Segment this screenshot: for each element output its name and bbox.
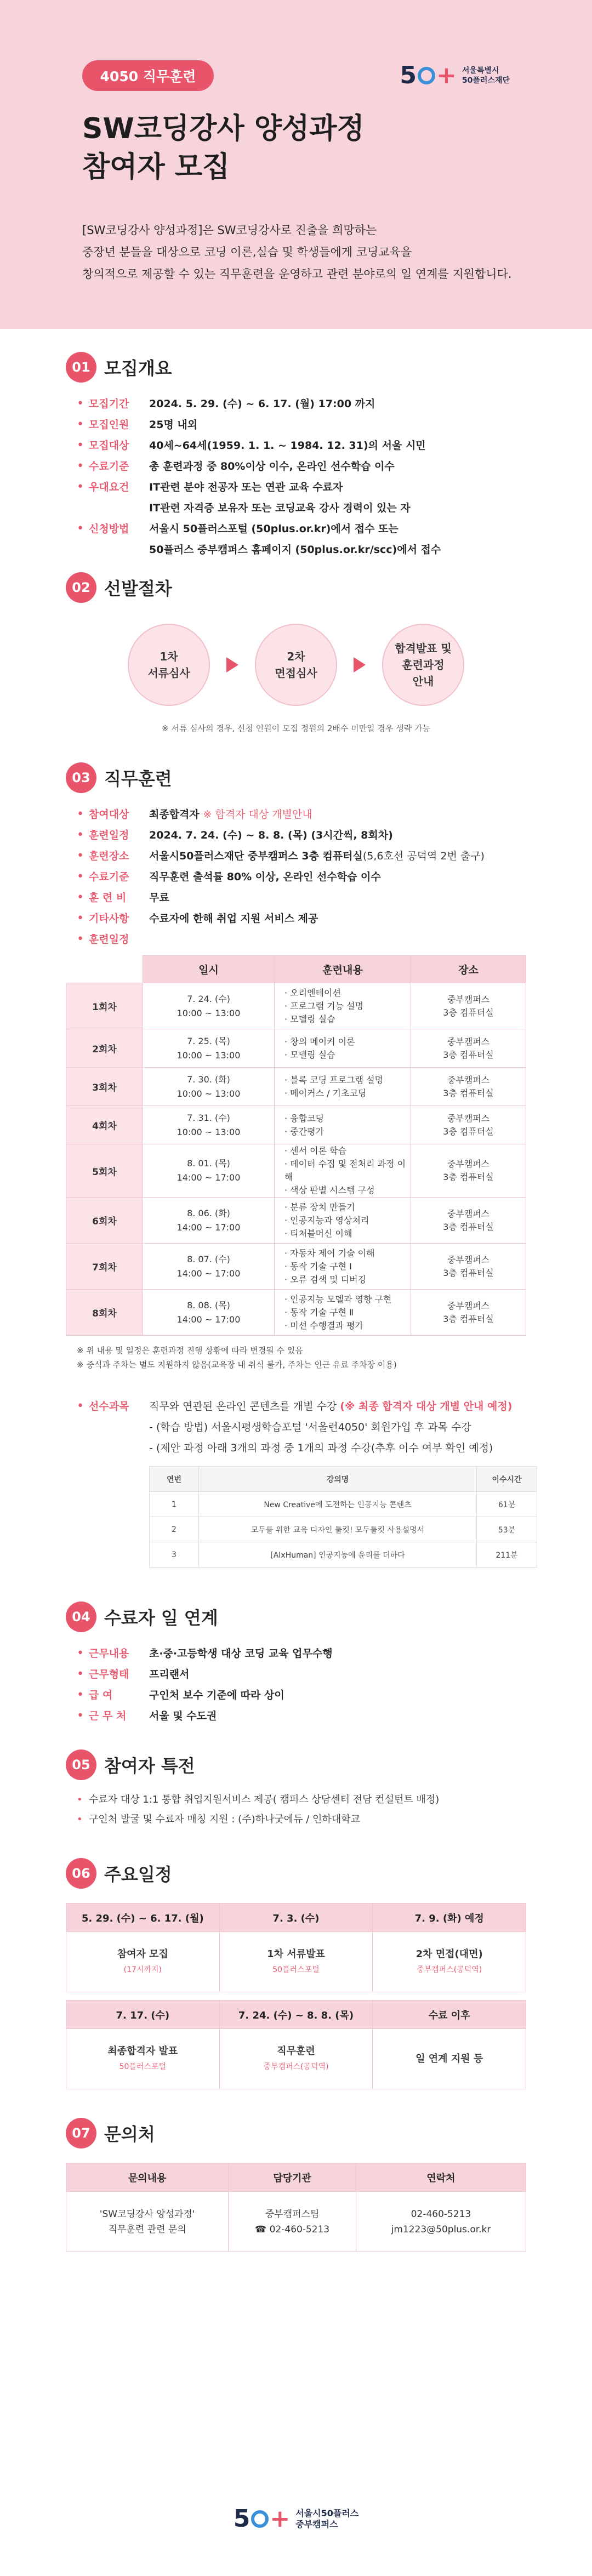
info-row	[77, 498, 526, 518]
section-selection-process	[0, 571, 592, 734]
table-row	[66, 1144, 526, 1198]
schedule-event: 참여자 모집 (17시까지)	[66, 1932, 220, 1992]
hero-description: [SW코딩강사 양성과정]은 SW코딩강사로 진출을 희망하는 중장년 분들을 대상으로 코딩 이론,실습 및 학생들에게 코딩교육을 창의적으로 제공할 수 있는 직무훈련을 운영하고 관련 분야로의 일 연계를 지원합니다.	[82, 224, 512, 281]
step-interview: 2차 면접심사	[255, 624, 337, 706]
section-title: 직무훈련	[104, 768, 172, 789]
info-label: 근무형태	[89, 1668, 129, 1680]
info-row	[77, 887, 526, 908]
fifty-plus-logo-icon: 5 +	[233, 2505, 291, 2533]
info-row	[77, 414, 526, 435]
bullet-icon: •	[77, 1688, 84, 1702]
section-number: 01	[66, 352, 96, 383]
session-date: 7. 24. (수) 10:00 ~ 13:00	[143, 983, 275, 1029]
info-value: 2024. 5. 29. (수) ~ 6. 17. (월) 17:00 까지	[149, 398, 375, 410]
bullet-icon: •	[77, 1794, 83, 1805]
info-label: 기타사항	[89, 913, 129, 925]
bullet-icon: •	[77, 438, 84, 452]
info-value: 수료자에 한해 취업 지원 서비스 제공	[149, 913, 318, 925]
table-row: 3 [AIxHuman] 인공지능에 윤리를 더하다 211분	[150, 1542, 537, 1568]
section-number: 04	[66, 1602, 96, 1632]
info-value: 프리랜서	[149, 1668, 190, 1680]
schedule-date: 수료 이후	[373, 2001, 526, 2029]
info-label	[89, 498, 149, 518]
section-title: 선발절차	[104, 578, 172, 599]
info-value: 구인처 보수 기준에 따라 상이	[149, 1689, 284, 1701]
session-place: 중부캠퍼스 3층 컴퓨터실	[411, 1068, 526, 1106]
schedule-notes: ※ 위 내용 및 일정은 훈련과정 진행 상황에 따라 변경될 수 있음 ※ 중식과 주차는 별도 지원하지 않음(교육장 내 취식 불가, 주차는 인근 유료 주차장 이용)	[77, 1346, 397, 1370]
info-value: 무료	[149, 892, 169, 904]
session-place: 중부캠퍼스 3층 컴퓨터실	[411, 1244, 526, 1290]
page-title: SW코딩강사 양성과정 참여자 모집	[82, 112, 365, 184]
bullet-icon: •	[77, 1709, 84, 1723]
session-content: · 오리엔테이션 · 프로그램 기능 설명 · 모델링 실습	[275, 983, 411, 1029]
table-row	[66, 1198, 526, 1244]
selection-steps	[66, 624, 526, 706]
section-title: 문의처	[104, 2124, 155, 2145]
session-place: 중부캠퍼스 3층 컴퓨터실	[411, 983, 526, 1029]
session-place: 중부캠퍼스 3층 컴퓨터실	[411, 1198, 526, 1244]
section-contact	[0, 2117, 592, 2252]
bullet-icon: •	[77, 1667, 84, 1681]
bullet-icon: •	[77, 459, 84, 473]
session-content: · 창의 메이커 이론 · 모델링 실습	[275, 1029, 411, 1068]
arrow-right-icon	[226, 657, 238, 673]
foundation-logo	[400, 61, 510, 89]
bullet-icon	[77, 539, 89, 560]
section-title: 수료자 일 연계	[104, 1608, 218, 1628]
bullet-icon: •	[77, 932, 84, 946]
section-title: 참여자 특전	[104, 1756, 195, 1776]
prerequisite-block: • 선수과목 직무와 연관된 온라인 콘텐츠를 개별 수강 (※ 최종 합격자 대상 개별 안내 예정) - (학습 방법) 서울시평생학습포털 '서울런4050' 회원가입 후 과목 수강 - (제안 과정 아래 3개의 과정 중 1개의 과정 수강(추후 이수 여부 확인 예정) 연번 강의명 이수시간 1 New Creative에 도전하는 인공지능 콘텐츠 61분 2 모두를 위한 교육 디자인 툴킷! 모두툴킷 사용설명서 53분 3 [AIxHuman] 인공지능에 윤리를 더하다 211분	[66, 1396, 526, 1568]
session-date: 7. 31. (수) 10:00 ~ 13:00	[143, 1106, 275, 1144]
info-label: 근무내용	[89, 1648, 129, 1660]
training-schedule-table	[66, 955, 526, 1336]
session-date: 8. 01. (목) 14:00 ~ 17:00	[143, 1144, 275, 1198]
info-value: IT관련 분야 전공자 또는 연관 교육 수료자	[149, 481, 343, 493]
contact-table: 문의내용 담당기관 연락처 'SW코딩강사 양성과정' 직무훈련 관련 문의 중부캠퍼스팀 ☎ 02-460-5213 02-460-5213 jm1223@50plus.or.kr	[66, 2163, 526, 2252]
info-label: 신청방법	[89, 523, 129, 535]
session-date: 7. 30. (화) 10:00 ~ 13:00	[143, 1068, 275, 1106]
info-value: 25명 내외	[149, 419, 198, 431]
info-value: 서울 및 수도권	[149, 1710, 217, 1722]
info-label: 훈 련 비	[89, 892, 127, 904]
session-round: 3회차	[66, 1068, 143, 1106]
session-place: 중부캠퍼스 3층 컴퓨터실	[411, 1106, 526, 1144]
footer-logo: 5 + 서울시50플러스 중부캠퍼스	[233, 2505, 359, 2533]
info-row	[77, 518, 526, 539]
session-place: 중부캠퍼스 3층 컴퓨터실	[411, 1290, 526, 1336]
info-row	[77, 1643, 526, 1664]
table-row: 2 모두를 위한 교육 디자인 툴킷! 모두툴킷 사용설명서 53분	[150, 1517, 537, 1542]
info-value: 2024. 7. 24. (수) ~ 8. 8. (목) (3시간씩, 8회차)	[149, 829, 393, 841]
session-place: 중부캠퍼스 3층 컴퓨터실	[411, 1029, 526, 1068]
section-number: 03	[66, 762, 96, 793]
bullet-icon: •	[77, 1646, 84, 1660]
session-content: · 센서 이론 학습 · 데이터 수집 및 전처리 과정 이해 · 색상 판별 시스템 구성	[275, 1144, 411, 1198]
info-label: 급 여	[89, 1689, 113, 1701]
info-label: 모집기간	[89, 398, 129, 410]
bullet-icon	[77, 498, 89, 518]
section-job-training	[0, 761, 592, 1568]
info-row	[77, 908, 526, 929]
section-number: 05	[66, 1749, 96, 1780]
info-row	[77, 435, 526, 456]
info-row	[77, 846, 526, 867]
bullet-icon: •	[77, 849, 84, 863]
session-content: · 자동차 제어 기술 이해 · 동작 기술 구현 Ⅰ · 오류 검색 및 디버깅	[275, 1244, 411, 1290]
bullet-icon: •	[77, 522, 84, 535]
table-row	[66, 1029, 526, 1068]
contact-email[interactable]: jm1223@50plus.or.kr	[391, 2224, 491, 2235]
col-header-place: 장소	[411, 956, 526, 983]
bullet-icon: •	[77, 891, 84, 904]
section-number: 02	[66, 572, 96, 603]
session-round: 7회차	[66, 1244, 143, 1290]
section-recruitment-overview	[0, 351, 592, 560]
info-label: 모집인원	[89, 419, 129, 431]
schedule-event: 1차 서류발표 50플러스포털	[219, 1932, 373, 1992]
schedule-date: 5. 29. (수) ~ 6. 17. (월)	[66, 1903, 220, 1932]
info-value: 최종합격자 ※ 합격자 대상 개별안내	[149, 808, 312, 820]
info-label: 수료기준	[89, 460, 129, 472]
table-row	[66, 1106, 526, 1144]
logo-org-line1: 서울특별시	[462, 66, 499, 75]
session-date: 7. 25. (목) 10:00 ~ 13:00	[143, 1029, 275, 1068]
contact-department: 중부캠퍼스팀 ☎ 02-460-5213	[229, 2192, 356, 2252]
info-row	[77, 1685, 526, 1706]
table-row	[66, 1244, 526, 1290]
info-label: 훈련일정	[89, 829, 129, 841]
bullet-icon: •	[77, 480, 84, 494]
bullet-icon: •	[77, 418, 84, 431]
key-schedule-table-2	[66, 2000, 526, 2089]
session-date: 8. 08. (목) 14:00 ~ 17:00	[143, 1290, 275, 1336]
session-date: 8. 07. (수) 14:00 ~ 17:00	[143, 1244, 275, 1290]
bullet-icon: •	[77, 1814, 83, 1825]
arrow-right-icon	[354, 657, 366, 673]
schedule-event: 일 연계 지원 등	[373, 2029, 526, 2089]
info-label: 훈련장소	[89, 850, 129, 862]
info-value: 서울시 50플러스포털 (50plus.or.kr)에서 접수 또는	[149, 523, 399, 535]
info-label: 훈련일정	[89, 933, 129, 945]
section-title: 모집개요	[104, 358, 172, 379]
info-value: 40세~64세(1959. 1. 1. ~ 1984. 12. 31)의 서울 시민	[149, 440, 426, 452]
session-round: 1회차	[66, 983, 143, 1029]
session-round: 2회차	[66, 1029, 143, 1068]
section-participant-benefits	[0, 1748, 592, 1830]
info-row	[77, 539, 526, 560]
col-header-content: 훈련내용	[275, 956, 411, 983]
session-round: 4회차	[66, 1106, 143, 1144]
selection-note: ※ 서류 심사의 경우, 신청 인원이 모집 정원의 2배수 미만일 경우 생략 가능	[162, 723, 430, 733]
schedule-event: 직무훈련 중부캠퍼스(공덕역)	[219, 2029, 373, 2089]
session-content: · 블록 코딩 프로그램 설명 · 메이커스 / 기초코딩	[275, 1068, 411, 1106]
program-badge: 4050 직무훈련	[82, 60, 214, 91]
info-value: 직무훈련 출석률 80% 이상, 온라인 선수학습 이수	[149, 871, 381, 883]
schedule-event: 최종합격자 발표 50플러스포털	[66, 2029, 220, 2089]
schedule-date: 7. 24. (수) ~ 8. 8. (목)	[219, 2001, 373, 2029]
session-round: 5회차	[66, 1144, 143, 1198]
info-value	[149, 929, 526, 950]
session-place: 중부캠퍼스 3층 컴퓨터실	[411, 1144, 526, 1198]
info-label	[89, 539, 149, 560]
info-value: 총 훈련과정 중 80%이상 이수, 온라인 선수학습 이수	[149, 460, 395, 472]
info-value: 초·중·고등학생 대상 코딩 교육 업무수행	[149, 1648, 333, 1660]
info-label: 우대요건	[89, 481, 129, 493]
table-row	[66, 983, 526, 1029]
list-item: • 수료자 대상 1:1 통합 취업지원서비스 제공( 캠퍼스 상담센터 전담 컨설턴트 배정)	[77, 1790, 526, 1810]
info-row	[77, 1706, 526, 1726]
bullet-icon: •	[77, 397, 84, 411]
session-round: 8회차	[66, 1290, 143, 1336]
online-course-table: 연번 강의명 이수시간 1 New Creative에 도전하는 인공지능 콘텐츠 61분 2 모두를 위한 교육 디자인 툴킷! 모두툴킷 사용설명서 53분 3 [AIxHuman] 인공지능에 윤리를 더하다 211분	[149, 1466, 537, 1568]
session-round: 6회차	[66, 1198, 143, 1244]
info-label: 모집대상	[89, 440, 129, 452]
bullet-icon: •	[77, 807, 84, 821]
session-content: · 분류 장치 만들기 · 인공지능과 영상처리 · 티처블머신 이해	[275, 1198, 411, 1244]
bullet-icon: •	[77, 870, 84, 884]
fifty-plus-logo-icon: 5 +	[400, 61, 457, 89]
bullet-icon: •	[77, 828, 84, 842]
step-document-review: 1차 서류심사	[128, 624, 210, 706]
info-label: 수료기준	[89, 871, 129, 883]
table-row: 1 New Creative에 도전하는 인공지능 콘텐츠 61분	[150, 1492, 537, 1517]
contact-info: 02-460-5213 jm1223@50plus.or.kr	[356, 2192, 526, 2252]
info-row	[77, 867, 526, 887]
schedule-date: 7. 3. (수)	[219, 1903, 373, 1932]
session-date: 8. 06. (화) 14:00 ~ 17:00	[143, 1198, 275, 1244]
info-value: 50플러스 중부캠퍼스 홈페이지 (50plus.or.kr/scc)에서 접수	[149, 544, 441, 556]
schedule-date: 7. 17. (수)	[66, 2001, 220, 2029]
key-schedule-table-1	[66, 1903, 526, 1992]
info-value: 서울시50플러스재단 중부캠퍼스 3층 컴퓨터실(5,6호선 공덕역 2번 출구)	[149, 850, 485, 862]
col-header-date: 일시	[143, 956, 275, 983]
table-row	[66, 1290, 526, 1336]
info-row	[77, 929, 526, 950]
logo-org-line2: 50플러스재단	[462, 76, 510, 85]
section-number: 06	[66, 1858, 96, 1889]
step-announcement: 합격발표 및 훈련과정 안내	[382, 624, 464, 706]
section-title: 주요일정	[104, 1864, 172, 1885]
section-key-schedule	[0, 1857, 592, 2089]
info-row	[77, 804, 526, 825]
schedule-date: 7. 9. (화) 예정	[373, 1903, 526, 1932]
info-row	[77, 456, 526, 477]
info-label: 근 무 처	[89, 1710, 127, 1722]
hero-banner	[0, 0, 592, 329]
info-row	[77, 825, 526, 846]
session-content: · 융합코딩 · 중간평가	[275, 1106, 411, 1144]
list-item: • 구인처 발굴 및 수료자 매칭 지원 : (주)하나굿에듀 / 인하대학교	[77, 1810, 526, 1830]
info-row	[77, 394, 526, 414]
info-value: IT관련 자격증 보유자 또는 코딩교육 강사 경력이 있는 자	[149, 502, 411, 514]
session-content: · 인공지능 모델과 영향 구현 · 동작 기술 구현 Ⅱ · 미션 수행결과 평가	[275, 1290, 411, 1336]
info-row	[77, 477, 526, 498]
section-number: 07	[66, 2118, 96, 2148]
bullet-icon: •	[77, 911, 84, 925]
contact-inquiry: 'SW코딩강사 양성과정' 직무훈련 관련 문의	[66, 2192, 229, 2252]
table-row	[66, 1068, 526, 1106]
schedule-event: 2차 면접(대면) 중부캠퍼스(공덕역)	[373, 1932, 526, 1992]
info-label: 참여대상	[89, 808, 129, 820]
section-job-linkage	[0, 1600, 592, 1726]
info-row	[77, 1664, 526, 1685]
